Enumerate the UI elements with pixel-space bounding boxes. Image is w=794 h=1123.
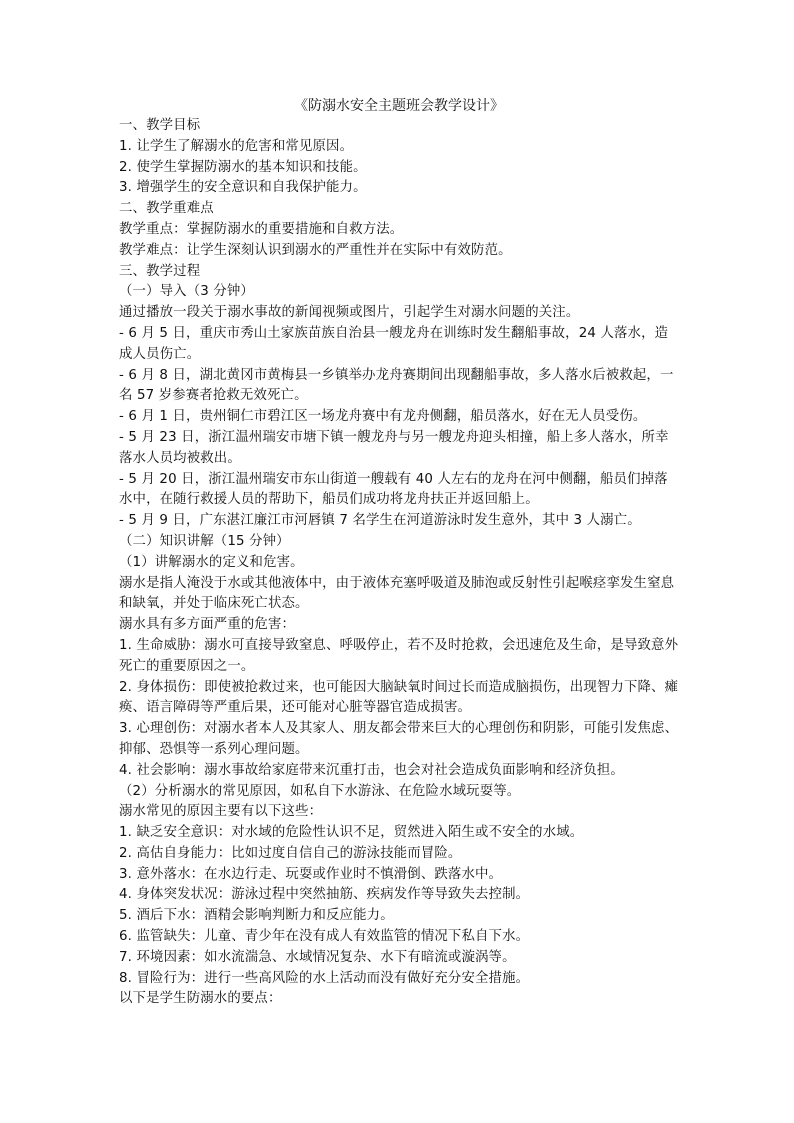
text-line: 3. 意外落水：在水边行走、玩耍或作业时不慎滑倒、跌落水中。: [119, 866, 503, 882]
text-line: 教学难点：让学生深刻认识到溺水的严重性并在实际中有效防范。: [119, 242, 512, 258]
text-line: 3. 增强学生的安全意识和自我保护能力。: [119, 180, 367, 196]
text-line: 教学重点：掌握防溺水的重要措施和自救方法。: [119, 221, 404, 237]
text-line: 溺水具有多方面严重的危害：: [119, 617, 296, 633]
text-line: 二、教学重难点: [119, 201, 214, 217]
text-line: 一、教学目标: [119, 118, 201, 133]
text-line: 1. 生命威胁：溺水可直接导致窒息、呼吸停止，若不及时抢救，会迅速危及生命，是导致意外死亡的重要原因之一。: [119, 637, 679, 674]
text-line: 2. 高估自身能力：比如过度自信自己的游泳技能而冒险。: [119, 845, 462, 861]
text-line: 7. 环境因素：如水流湍急、水域情况复杂、水下有暗流或漩涡等。: [119, 949, 516, 965]
text-line: 以下是学生防溺水的要点：: [119, 991, 282, 1007]
text-line: （2）分析溺水的常见原因，如私自下水游泳、在危险水域玩耍等。: [119, 783, 521, 799]
text-line: （二）知识讲解（15 分钟）: [119, 533, 290, 549]
text-line: 溺水常见的原因主要有以下这些：: [119, 804, 323, 820]
text-line: 2. 使学生掌握防溺水的基本知识和技能。: [119, 159, 367, 175]
text-line: 6. 监管缺失：儿童、青少年在没有成人有效监管的情况下私自下水。: [119, 929, 530, 945]
text-line: （1）讲解溺水的定义和危害。: [119, 554, 304, 570]
document-title: 《防溺水安全主题班会教学设计》: [294, 98, 504, 114]
text-line: 三、教学过程: [119, 263, 201, 279]
document-body: [119, 116, 679, 1010]
text-line: - 5 月 20 日，浙江温州瑞安市东山街道一艘载有 40 人左右的龙舟在河中侧翻，船员们掉落水中，在随行救援人员的帮助下，船员们成功将龙舟扶正并返回船上。: [119, 471, 668, 508]
text-line: 8. 冒险行为：进行一些高风险的水上活动而没有做好充分安全措施。: [119, 970, 530, 986]
text-line: - 6 月 1 日，贵州铜仁市碧江区一场龙舟赛中有龙舟侧翻，船员落水，好在无人员受伤。: [119, 409, 647, 425]
text-line: 2. 身体损伤：即使被抢救过来，也可能因大脑缺氧时间过长而造成脑损伤，出现智力下降、瘫痪、语言障碍等严重后果，还可能对心脏等器官造成损害。: [119, 679, 679, 716]
text-line: 溺水是指人淹没于水或其他液体中，由于液体充塞呼吸道及肺泡或反射性引起喉痉挛发生窒息和缺氧，并处于临床死亡状态。: [119, 575, 675, 612]
document-page: [119, 96, 679, 1010]
text-line: - 6 月 5 日，重庆市秀山土家族苗族自治县一艘龙舟在训练时发生翻船事故，24 人落水，造成人员伤亡。: [119, 325, 669, 362]
text-line: 3. 心理创伤：对溺水者本人及其家人、朋友都会带来巨大的心理创伤和阴影，可能引发焦虑、抑郁、恐惧等一系列心理问题。: [119, 721, 679, 757]
text-line: 4. 身体突发状况：游泳过程中突然抽筋、疾病发作等导致失去控制。: [119, 887, 530, 903]
text-line: 通过播放一段关于溺水事故的新闻视频或图片，引起学生对溺水问题的关注。: [119, 305, 580, 321]
text-line: 5. 酒后下水：酒精会影响判断力和反应能力。: [119, 908, 394, 924]
text-line: （一）导入（3 分钟）: [119, 284, 254, 300]
text-line: 4. 社会影响：溺水事故给家庭带来沉重打击，也会对社会造成负面影响和经济负担。: [119, 762, 624, 778]
text-line: - 5 月 23 日，浙江温州瑞安市塘下镇一艘龙舟与另一艘龙舟迎头相撞，船上多人落水，所幸落水人员均被救出。: [119, 429, 669, 466]
text-line: 1. 让学生了解溺水的危害和常见原因。: [119, 138, 354, 154]
text-line: - 6 月 8 日，湖北黄冈市黄梅县一乡镇举办龙舟赛期间出现翻船事故，多人落水后被救起，一名 57 岁参赛者抢救无效死亡。: [119, 367, 674, 404]
text-line: - 5 月 9 日，广东湛江廉江市河唇镇 7 名学生在河道游泳时发生意外，其中 3 人溺亡。: [119, 513, 641, 529]
text-line: 1. 缺乏安全意识：对水域的危险性认识不足，贸然进入陌生或不安全的水域。: [119, 825, 584, 841]
